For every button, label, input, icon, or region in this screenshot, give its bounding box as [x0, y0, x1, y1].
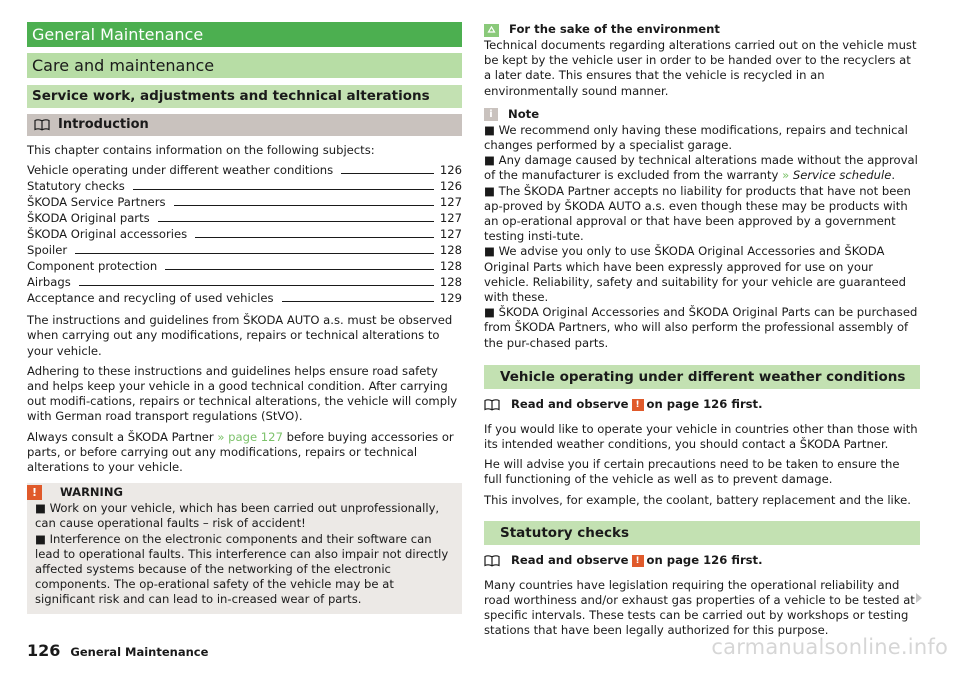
- paragraph: The instructions and guidelines from ŠKODA AUTO a.s. must be observed when carrying out any modifications, repairs or technical alterations to your vehicle.: [27, 313, 453, 358]
- intro-heading-label: Introduction: [58, 117, 149, 132]
- environment-header: [484, 22, 920, 38]
- warning-box: [27, 483, 462, 613]
- page-link[interactable]: » page 127: [217, 429, 283, 444]
- toc-row[interactable]: Vehicle operating under different weather conditions 126: [27, 163, 462, 177]
- paragraph: Adhering to these instructions and guidelines helps ensure road safety and helps keep your vehicle in a good technical condition. After carrying out modifi-cations, repairs or technical alterations, the vehicle will comply with German road transport regulations (StVO).: [27, 363, 458, 424]
- page-number: 126: [27, 641, 61, 660]
- right-column: [484, 22, 920, 639]
- warning-icon: !: [27, 485, 42, 500]
- warning-icon: !: [632, 399, 644, 411]
- toc-row[interactable]: Statutory checks 126: [27, 179, 462, 193]
- note-item: ■ We advise you only to use ŠKODA Original Accessories and ŠKODA Original Parts which have been expressly approved for use on your vehicle. Reliability, safety and suitability for your vehicle are guaranteed with these.: [484, 244, 906, 305]
- toc-row[interactable]: Spoiler 128: [27, 243, 462, 257]
- paragraph: This involves, for example, the coolant, battery replacement and the like.: [484, 492, 911, 507]
- warning-title: WARNING: [60, 484, 123, 499]
- note-item: ■ Any damage caused by technical alterations made without the approval of the manufacturer is excluded from the warranty » Service schedule.: [484, 153, 918, 183]
- toc-row[interactable]: Airbags 128: [27, 275, 462, 289]
- note-title: Note: [508, 107, 540, 122]
- note-item: ■ The ŠKODA Partner accepts no liability for products that have not been ap-proved by ŠKODA AUTO a.s. even though these may be products with an op-erational approval or that have been approved by a government testing insti-tute.: [484, 183, 911, 244]
- paragraph: If you would like to operate your vehicle in countries other than those with its intended weather conditions, you should contact a ŠKODA Partner.: [484, 421, 918, 452]
- environment-text: Technical documents regarding alterations carried out on the vehicle must be kept by the vehicle user in order to be handed over to the recyclers at a later date. This ensures that the vehicle is recycled in an environmentally sound manner.: [484, 38, 917, 98]
- paragraph: He will advise you if certain precautions need to be taken to ensure the full functioning of the vehicle as well as to prevent damage.: [484, 457, 900, 487]
- toc-row[interactable]: Component protection 128: [27, 259, 462, 273]
- subsection-heading: Service work, adjustments and technical alterations: [27, 85, 462, 108]
- intro-heading: [27, 114, 462, 136]
- toc-row[interactable]: ŠKODA Service Partners 127: [27, 195, 462, 209]
- toc-row[interactable]: ŠKODA Original accessories 127: [27, 227, 462, 241]
- book-icon: [34, 119, 50, 131]
- read-observe-row: Read and observe ! on page 126 first.: [484, 553, 920, 569]
- note-header: [484, 107, 920, 123]
- toc-row[interactable]: ŠKODA Original parts 127: [27, 211, 462, 225]
- footer-label: General Maintenance: [70, 645, 209, 659]
- warning-item: ■ Interference on the electronic components and their software can lead to operational faults. This interference can also impair not directly affected systems because of the networking of the electronic components. The op-erational safety of the vehicle may be at significant risk and can lead to in-creased wear of parts.: [35, 531, 449, 607]
- warning-item: ■ Work on your vehicle, which has been carried out unprofessionally, can cause operational faults – risk of accident!: [35, 501, 440, 531]
- paragraph: Many countries have legislation requiring the operational reliability and road worthiness and/or exhaust gas properties of a vehicle to be tested at specific intervals. These tests can be carried out by workshops or testing stations that have been legally authorized for this purpose.: [484, 577, 915, 638]
- intro-text: This chapter contains information on the following subjects:: [27, 143, 375, 157]
- section-heading: Care and maintenance: [27, 53, 462, 78]
- warning-icon: !: [632, 555, 644, 567]
- page-footer: [27, 643, 208, 660]
- paragraph: Always consult a ŠKODA Partner » page 127 before buying accessories or parts, or before carrying out any modifications, repairs or technical alterations to your vehicle.: [27, 429, 454, 475]
- book-icon: [484, 555, 500, 567]
- read-observe-row: Read and observe ! on page 126 first.: [484, 397, 920, 413]
- weather-heading: Vehicle operating under different weather conditions: [484, 365, 920, 389]
- book-icon: [484, 399, 500, 411]
- note-item: ■ ŠKODA Original Accessories and ŠKODA Original Parts can be purchased from ŠKODA Partners, who will also perform the professional assembly of the pur-chased parts.: [484, 305, 918, 350]
- chapter-heading: General Maintenance: [27, 22, 462, 47]
- left-column: [27, 22, 462, 614]
- continue-arrow-icon: [916, 593, 922, 603]
- environment-title: For the sake of the environment: [509, 22, 720, 37]
- page-link[interactable]: »: [782, 168, 790, 183]
- note-item: ■ We recommend only having these modifications, repairs and technical changes performed by a specialist garage.: [484, 122, 908, 153]
- recycle-icon: [484, 24, 499, 37]
- toc-list: [27, 162, 462, 306]
- watermark: carmanualsonline.info: [711, 635, 948, 659]
- warning-header: [31, 483, 452, 501]
- toc-row[interactable]: Acceptance and recycling of used vehicles 129: [27, 291, 462, 305]
- statutory-heading: Statutory checks: [484, 521, 920, 545]
- info-icon: i: [484, 108, 498, 121]
